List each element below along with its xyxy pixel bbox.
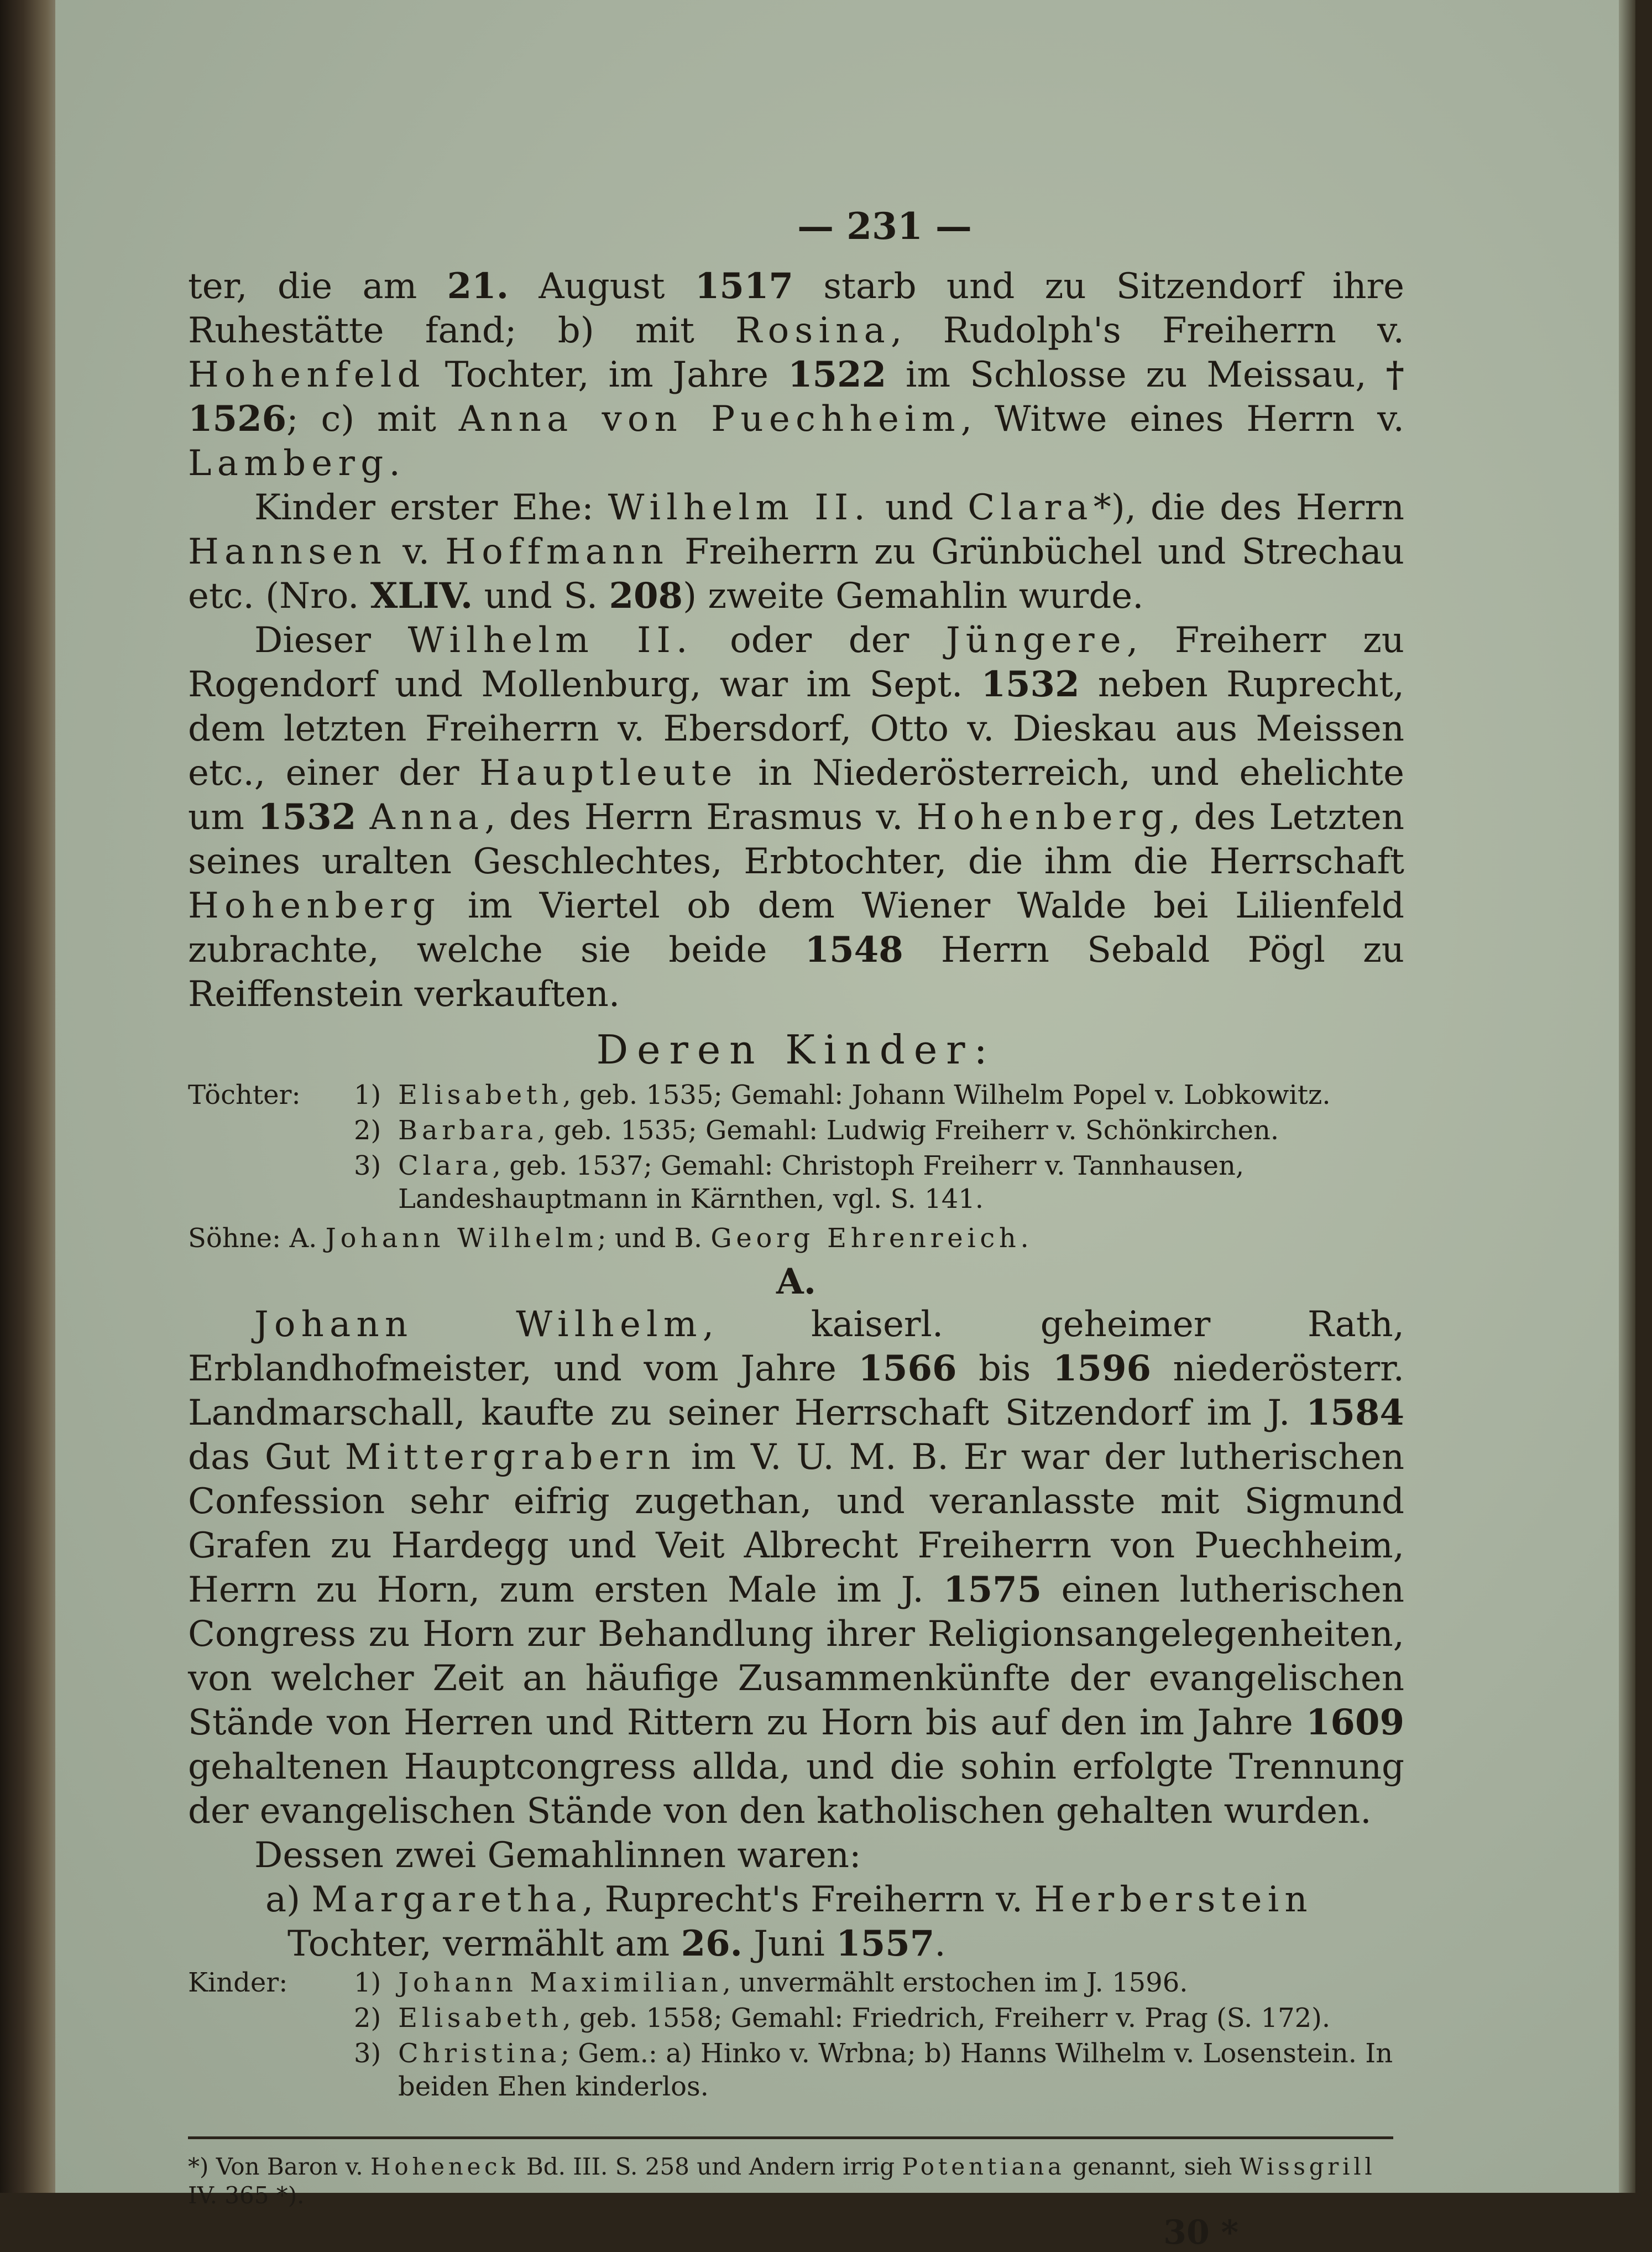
- person-name: Johann Maximilian: [398, 1967, 723, 1998]
- date: 1557: [836, 1923, 935, 1964]
- text: genannt, sieh: [1065, 2153, 1240, 2180]
- list-item: [188, 2001, 1404, 2037]
- text: ter, die am: [188, 266, 447, 307]
- text: Tochter, im Jahre: [425, 355, 788, 395]
- text: , geb. 1558; Gemahl: Friedrich, Freiherr v. Prag (S. 172).: [562, 2003, 1331, 2034]
- person-name: Georg Ehrenreich: [710, 1223, 1021, 1254]
- person-name: Rosina: [735, 310, 891, 351]
- text: Herrn Sebald Pögl zu Reiffenstein verkauften.: [188, 930, 1404, 1015]
- list-item: [188, 1149, 1404, 1218]
- text: ; Gem.: a) Hinko v. Wrbna; b) Hanns Wilhelm v. Losenstein. In beiden Ehen kinderlos.: [398, 2038, 1393, 2102]
- text: ) zweite Gemahlin wurde.: [683, 576, 1144, 617]
- item-number: 1): [354, 1080, 381, 1111]
- text: Kinder erster Ehe:: [254, 487, 608, 528]
- person-name: Anna von Puechheim: [458, 399, 961, 440]
- text: Bd. III. S. 258 und Andern irrig: [519, 2153, 902, 2180]
- text: , geb. 1535; Gemahl: Ludwig Freiherr v. Schönkirchen.: [537, 1115, 1279, 1146]
- person-name: Hohenfeld: [188, 355, 426, 395]
- person-name: Hoffmann: [445, 531, 670, 572]
- text: [356, 797, 369, 838]
- person-name: Johann Wilhelm: [325, 1223, 598, 1254]
- signature-mark: 30 *: [1163, 2213, 1238, 2252]
- item-text: [398, 2037, 1404, 2105]
- item-number: 1): [354, 1967, 381, 1998]
- person-name: Herberstein: [1034, 1879, 1313, 1920]
- person-name: Clara: [968, 487, 1094, 528]
- text: Juni: [742, 1923, 837, 1964]
- item-text: [398, 2001, 1404, 2037]
- text: ; c) mit: [286, 399, 459, 440]
- date: 1522: [787, 354, 887, 395]
- text: , Witwe eines Herrn v.: [960, 399, 1404, 440]
- sons-line: [188, 1221, 1404, 1255]
- person-name: Margaretha: [311, 1879, 582, 1920]
- text: a): [265, 1879, 312, 1920]
- text: *) Von Baron v.: [188, 2153, 371, 2180]
- date: 26.: [681, 1923, 743, 1964]
- footnote: [188, 2152, 1404, 2210]
- text: niederösterr. Landmarschall, kaufte zu seiner Herrschaft Sitzendorf im J.: [188, 1348, 1405, 1433]
- text: neben Ruprecht, dem letzten Freiherrn v. Ebersdorf, Otto v. Dieskau aus Meissen etc., einer der: [188, 664, 1405, 794]
- paragraph-2: [188, 486, 1404, 618]
- list-item: [188, 1114, 1404, 1149]
- person-name: Lamberg: [188, 443, 389, 484]
- item-number: 2): [354, 2003, 381, 2034]
- section-letter-a: A.: [776, 1261, 816, 1302]
- text: ; und B.: [597, 1223, 711, 1254]
- text: Tochter, vermählt am: [287, 1923, 681, 1964]
- item-number: 2): [354, 1115, 381, 1146]
- text: und: [870, 487, 968, 528]
- date: 1575: [943, 1569, 1042, 1610]
- list-item: [188, 1078, 1404, 1114]
- reference: 208: [609, 575, 683, 617]
- text: , Rudolph's Freiherrn v.: [891, 310, 1405, 351]
- date: 21.: [447, 265, 509, 307]
- text: IV. 365 *).: [188, 2182, 305, 2209]
- text: Freiherrn zu Grünbüchel und Strechau etc. (Nro.: [188, 531, 1405, 617]
- page-number: — 231 —: [797, 205, 972, 248]
- text: , geb. 1537; Gemahl: Christoph Freiherr v. Tannhausen, Landeshauptmann in Kärnthen, vgl. S. 141.: [398, 1150, 1245, 1214]
- item-text: [398, 1078, 1404, 1114]
- item-text: [398, 1966, 1404, 2001]
- text: , Ruprecht's Freiherrn v.: [582, 1879, 1034, 1920]
- item-text: [398, 1114, 1404, 1149]
- reference: XLIV.: [370, 575, 473, 617]
- text: im Schlosse zu Meissau,: [886, 355, 1386, 395]
- sons-label: Söhne:: [188, 1223, 281, 1254]
- text: oder der: [693, 620, 946, 661]
- text: in Niederösterreich, und ehelichte um: [188, 753, 1405, 838]
- item-number: 3): [354, 1150, 381, 1181]
- emphasis: Hauptleute: [479, 753, 738, 794]
- daughters-label: Töchter:: [188, 1080, 301, 1111]
- text: das Gut: [188, 1437, 345, 1478]
- text: , Freiherr zu Rogendorf und Mollenburg, war im Sept.: [188, 620, 1405, 705]
- person-name: Hannsen: [188, 531, 388, 572]
- date: 1566: [858, 1348, 957, 1389]
- text: gehaltenen Hauptcongress allda, und die sohin erfolgte Trennung der evangelischen Stände von den katholischen gehalten wurden.: [188, 1747, 1404, 1832]
- person-name: Barbara: [398, 1115, 537, 1146]
- page-edge: [1619, 0, 1635, 2193]
- date: 1609: [1305, 1702, 1404, 1743]
- place-name: Mittergrabern: [344, 1437, 677, 1478]
- text: *), die des Herrn: [1093, 487, 1404, 528]
- footnote-divider: [188, 2136, 1393, 2139]
- paragraph-3: [188, 618, 1404, 1016]
- person-name: Wilhelm II.: [407, 620, 693, 661]
- person-name: Johann Wilhelm: [254, 1304, 703, 1345]
- list-item: [188, 1966, 1404, 2001]
- person-name: Hohenberg: [916, 797, 1169, 838]
- text: Dieser: [254, 620, 408, 661]
- text: bis: [956, 1348, 1053, 1389]
- person-name: Hoheneck: [370, 2153, 519, 2180]
- text: A.: [289, 1223, 326, 1254]
- text: .: [1020, 1223, 1029, 1254]
- date: 1532: [258, 796, 357, 838]
- date: 1532: [981, 664, 1080, 705]
- item-number: 3): [354, 2038, 381, 2069]
- text: im Viertel ob dem Wiener Walde bei Lilienfeld zubrachte, welche sie beide: [188, 885, 1404, 971]
- text: einen lutherischen Congress zu Horn zur Behandlung ihrer Religionsangelegenheiten, von welcher Zeit an häufige Zusammenkünfte der evangelischen Stände von Herren und Rittern zu Horn bis auf den im Jahre: [188, 1570, 1405, 1743]
- text: im V. U. M. B. Er war der lutherischen Confession sehr eifrig zugethan, und veranlasste mit Sigmund Grafen zu Hardegg und Veit Albrecht Freiherrn von Puechheim, Herrn zu Horn, zum ersten Male im J.: [188, 1437, 1405, 1610]
- person-name: Jüngere: [945, 620, 1127, 661]
- person-name: Potentiana: [902, 2153, 1065, 2180]
- text: v.: [387, 531, 446, 572]
- section-heading-deren-kinder: Deren Kinder:: [596, 1026, 996, 1073]
- person-name: Clara: [398, 1150, 493, 1181]
- wife-a: [265, 1878, 1404, 1966]
- date: 1517: [694, 265, 793, 307]
- text: .: [389, 443, 400, 484]
- text: , unvermählt erstochen im J. 1596.: [722, 1967, 1188, 1998]
- daughters-table: [188, 1078, 1404, 1218]
- children-label: Kinder:: [188, 1967, 288, 1998]
- item-text: [398, 1149, 1404, 1218]
- text: , des Letzten seines uralten Geschlechtes, Erbtochter, die ihm die Herrschaft: [188, 797, 1405, 882]
- text: .: [934, 1923, 946, 1964]
- text: August: [508, 266, 695, 307]
- date: 1584: [1305, 1392, 1404, 1433]
- paragraph-1: [188, 264, 1404, 486]
- date: 1596: [1052, 1348, 1151, 1389]
- text: , geb. 1535; Gemahl: Johann Wilhelm Popel v. Lobkowitz.: [562, 1080, 1331, 1111]
- person-name: Elisabeth: [398, 1080, 563, 1111]
- text: starb und zu Sitzendorf ihre Ruhestätte fand; b) mit: [188, 266, 1404, 351]
- text: und S.: [473, 576, 609, 617]
- paragraph-johann-wilhelm: [188, 1302, 1404, 1833]
- list-item: [188, 2037, 1404, 2105]
- text: , kaiserl. geheimer Rath, Erblandhofmeister, und vom Jahre: [188, 1304, 1404, 1389]
- person-name: Anna: [369, 797, 485, 838]
- text: , des Herrn Erasmus v.: [484, 797, 917, 838]
- page-content: [188, 205, 1404, 2252]
- children-table: [188, 1966, 1404, 2105]
- person-name: Elisabeth: [398, 2003, 563, 2034]
- date: † 1526: [188, 354, 1405, 440]
- person-name: Wilhelm II.: [608, 487, 871, 528]
- person-name: Wissgrill: [1239, 2153, 1376, 2180]
- date: 1548: [804, 929, 903, 971]
- place-name: Hohenberg: [188, 885, 441, 926]
- paragraph-gemahlinnen: Dessen zwei Gemahlinnen waren:: [254, 1835, 861, 1876]
- person-name: Christina: [398, 2038, 561, 2069]
